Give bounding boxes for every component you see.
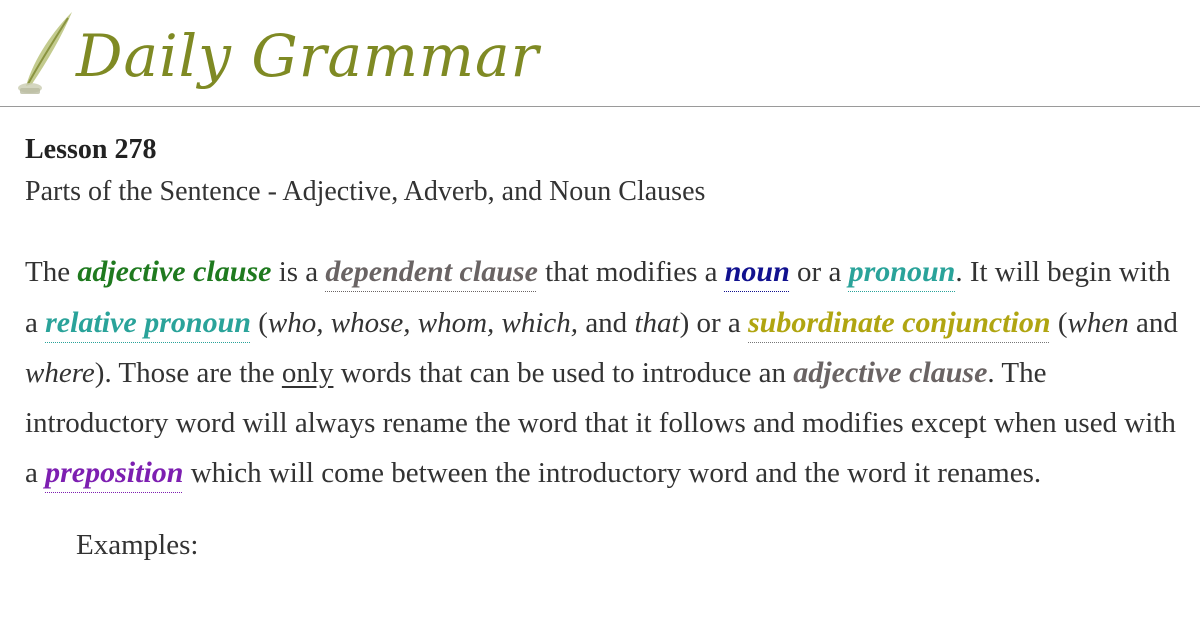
quill-pen-icon <box>14 8 74 100</box>
word-that: that <box>634 306 680 339</box>
lesson-paragraph <box>25 247 1185 499</box>
site-logo[interactable] <box>14 8 540 100</box>
link-subordinate-conjunction[interactable]: subordinate conjunction <box>748 305 1051 339</box>
text-segment: ( <box>1050 306 1068 339</box>
link-dependent-clause[interactable]: dependent clause <box>325 255 538 288</box>
text-segment: that modifies a <box>537 256 725 288</box>
word-only: only <box>281 357 334 389</box>
term-adjective-clause: adjective clause <box>77 255 272 288</box>
link-noun[interactable]: noun <box>724 255 790 288</box>
text-segment: ( <box>250 306 268 339</box>
text-segment: or a <box>789 256 849 288</box>
term-adjective-clause-2: adjective clause <box>793 356 988 389</box>
lesson-subtitle: Parts of the Sentence - Adjective, Adverb, and Noun Clauses <box>25 176 706 207</box>
lesson-title: Lesson 278 <box>25 134 157 165</box>
text-segment: which will come between the introductory word and the word it renames. <box>183 457 1042 489</box>
link-preposition[interactable]: preposition <box>45 456 184 489</box>
site-title: Daily Grammar <box>76 22 540 90</box>
word-where: where <box>25 357 95 389</box>
link-relative-pronoun[interactable]: relative pronoun <box>45 305 251 339</box>
examples-label: Examples: <box>76 528 199 561</box>
text-segment: and <box>578 306 635 339</box>
site-header <box>0 0 1200 107</box>
text-segment: The <box>25 256 78 288</box>
link-pronoun[interactable]: pronoun <box>848 255 956 288</box>
relative-pronoun-list: who, whose, whom, which, <box>267 306 579 339</box>
lesson-content <box>25 133 1185 562</box>
text-segment: . The introductory word will always rename the word that it follows and modifies except when used with a <box>25 357 1176 489</box>
text-segment: words that can be used to introduce an <box>333 357 794 389</box>
text-segment: ) or a <box>679 306 748 339</box>
text-segment: is a <box>271 256 326 288</box>
text-segment: . It will begin with a <box>25 256 1171 339</box>
text-segment: and <box>1128 306 1178 339</box>
word-when: when <box>1067 306 1129 339</box>
text-segment: ). Those are the <box>94 357 282 389</box>
